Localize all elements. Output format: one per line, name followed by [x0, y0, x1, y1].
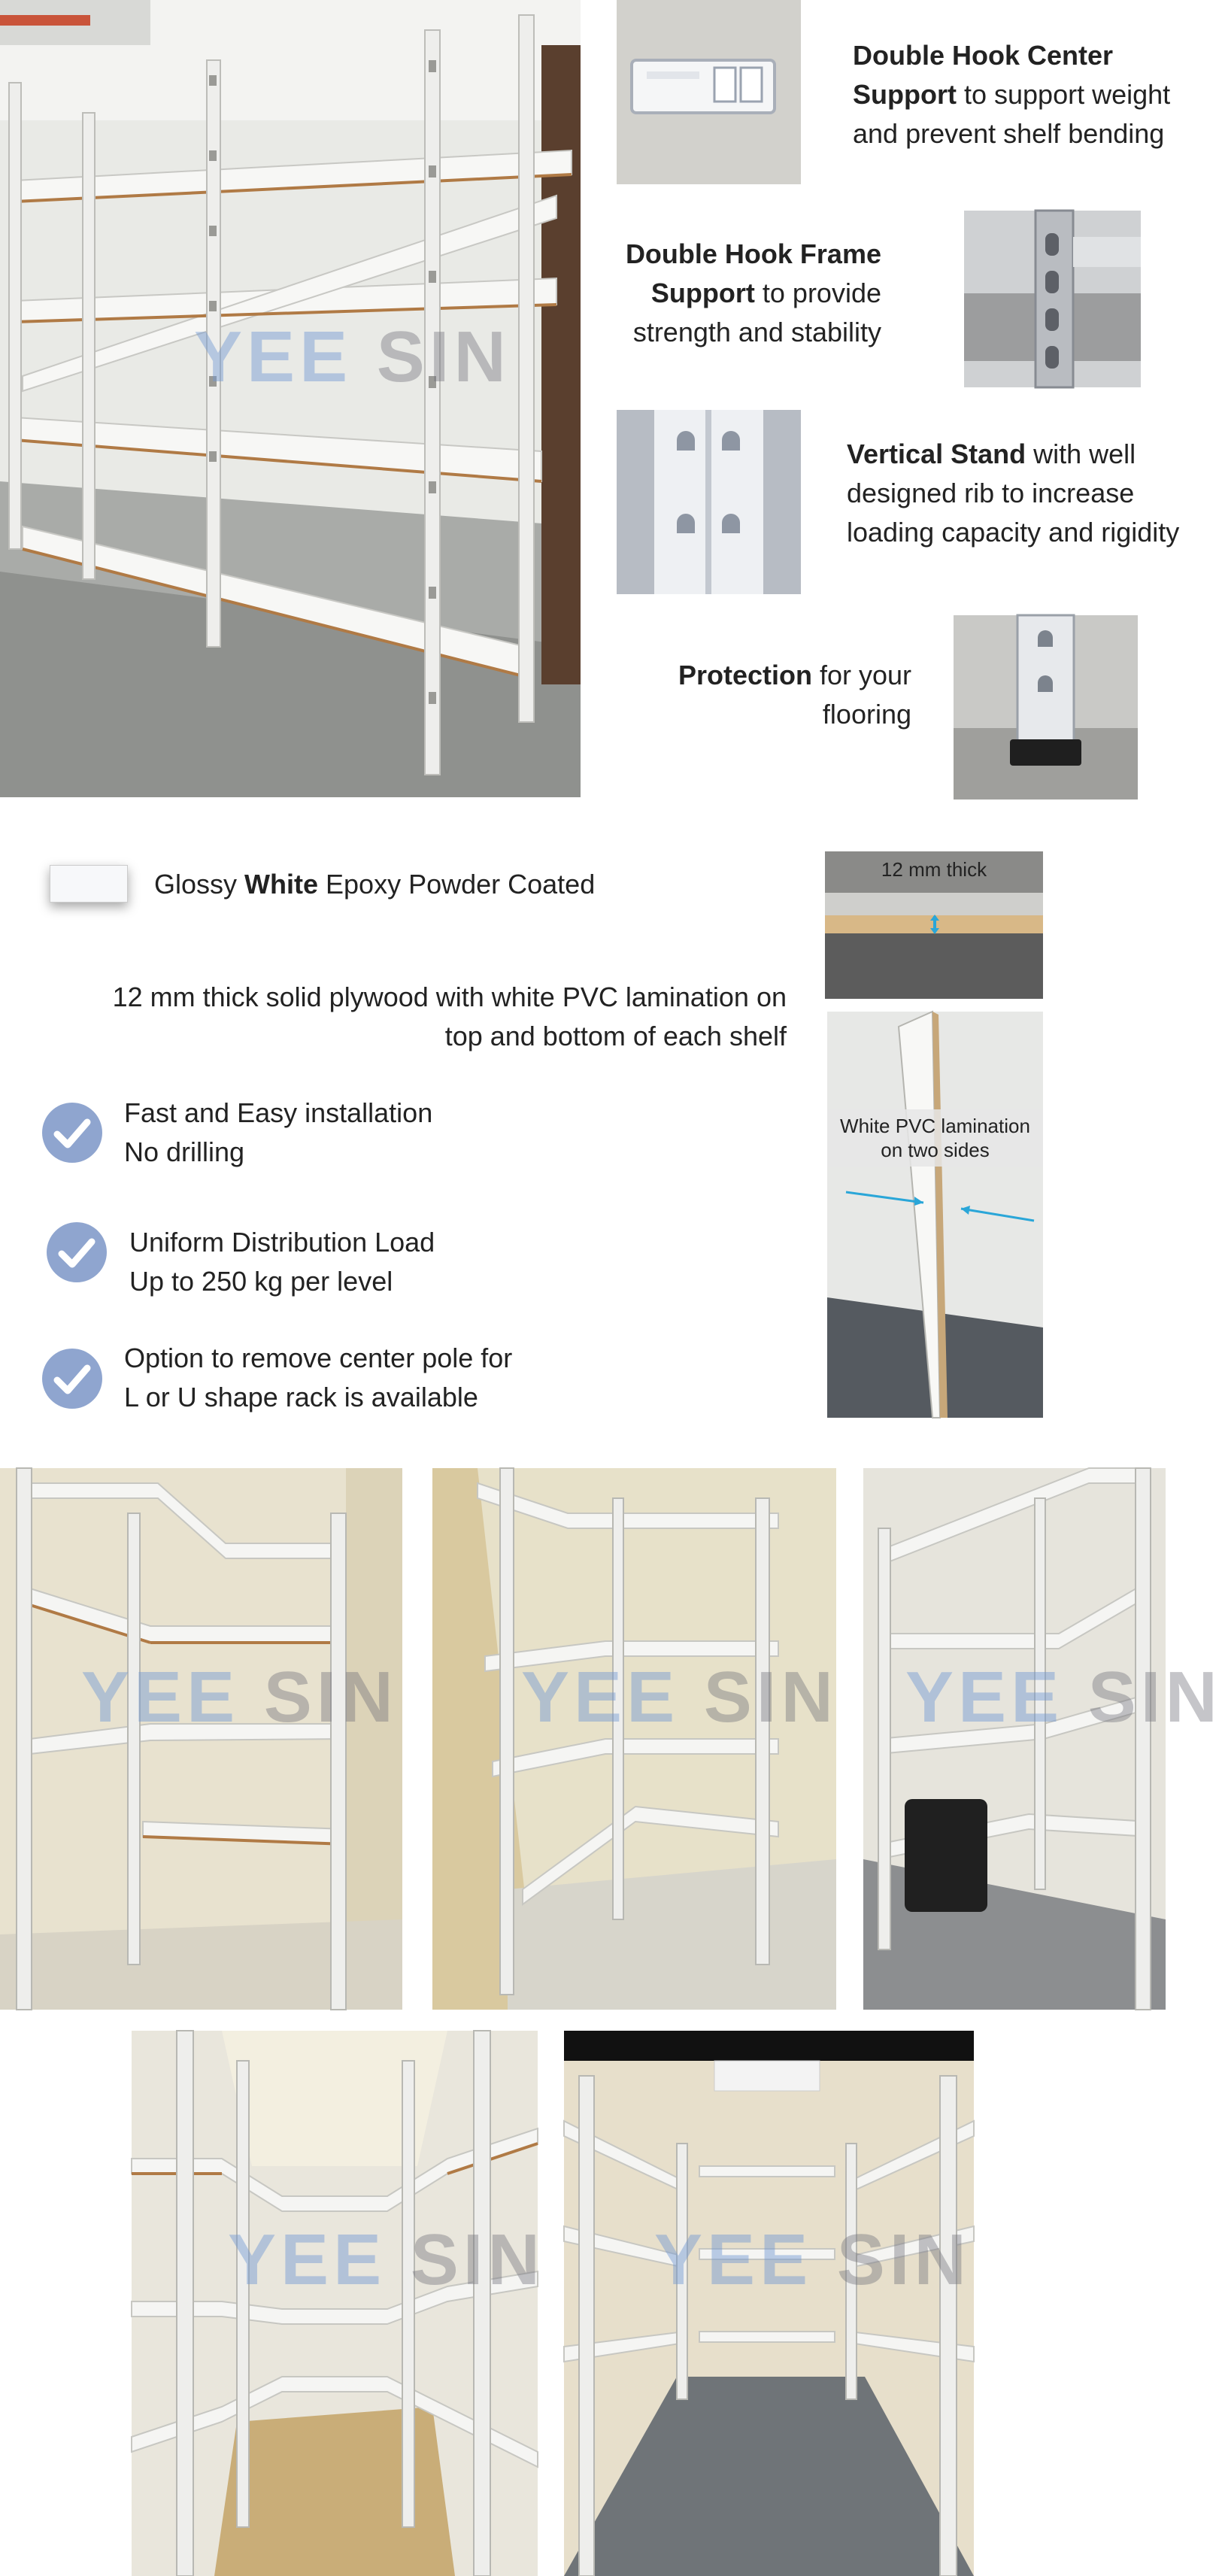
floor-protector-icon: [954, 615, 1138, 800]
feature-frame-support-text: Double Hook Frame Support to provide strength and stability: [625, 238, 881, 347]
white-swatch: [50, 865, 128, 903]
watermark: YEE SIN: [228, 2219, 544, 2300]
gallery-photo-4: [132, 2031, 544, 2576]
watermark: YEE SIN: [521, 1657, 838, 1737]
pvc-label: White PVC lamination on two sides: [827, 1109, 1043, 1167]
watermark: YEE SIN: [654, 2219, 971, 2300]
benefit-center-pole: Option to remove center pole for L or U shape rack is available: [124, 1343, 513, 1412]
gallery-photo-5: [564, 2031, 974, 2576]
feature-vertical-stand-text: Vertical Stand with well designed rib to increase loading capacity and rigidity: [847, 438, 1180, 548]
check-icon: [47, 1222, 107, 1282]
hero-shelving-photo: [0, 0, 581, 797]
pvc-lamination-inset-photo: [827, 1012, 1043, 1418]
hook-center-icon: [617, 0, 801, 184]
vertical-stand-icon: [617, 410, 801, 594]
check-icon: [42, 1349, 102, 1409]
plywood-text: 12 mm thick solid plywood with white PVC lamination on top and bottom of each shelf: [112, 982, 787, 1051]
feature-protection-text: Protection for your flooring: [678, 660, 911, 730]
benefit-installation: Fast and Easy installation No drilling: [124, 1097, 433, 1167]
feature-center-support-text: Double Hook Center Support to support weight and prevent shelf bending: [853, 40, 1171, 149]
gallery-photo-2: [432, 1468, 836, 2010]
gallery-photo-3: [863, 1468, 1222, 2010]
watermark: YEE SIN: [905, 1657, 1222, 1737]
check-icon: [42, 1103, 102, 1163]
finish-text: Glossy White Epoxy Powder Coated: [154, 869, 596, 900]
thickness-label: 12 mm thick: [881, 858, 987, 881]
benefit-load: Uniform Distribution Load Up to 250 kg per level: [129, 1227, 435, 1297]
watermark: YEE SIN: [194, 317, 511, 397]
watermark: YEE SIN: [81, 1657, 398, 1737]
thickness-inset-photo: [825, 851, 1043, 999]
gallery-photo-1: [0, 1468, 402, 2010]
hook-frame-icon: [964, 211, 1141, 387]
